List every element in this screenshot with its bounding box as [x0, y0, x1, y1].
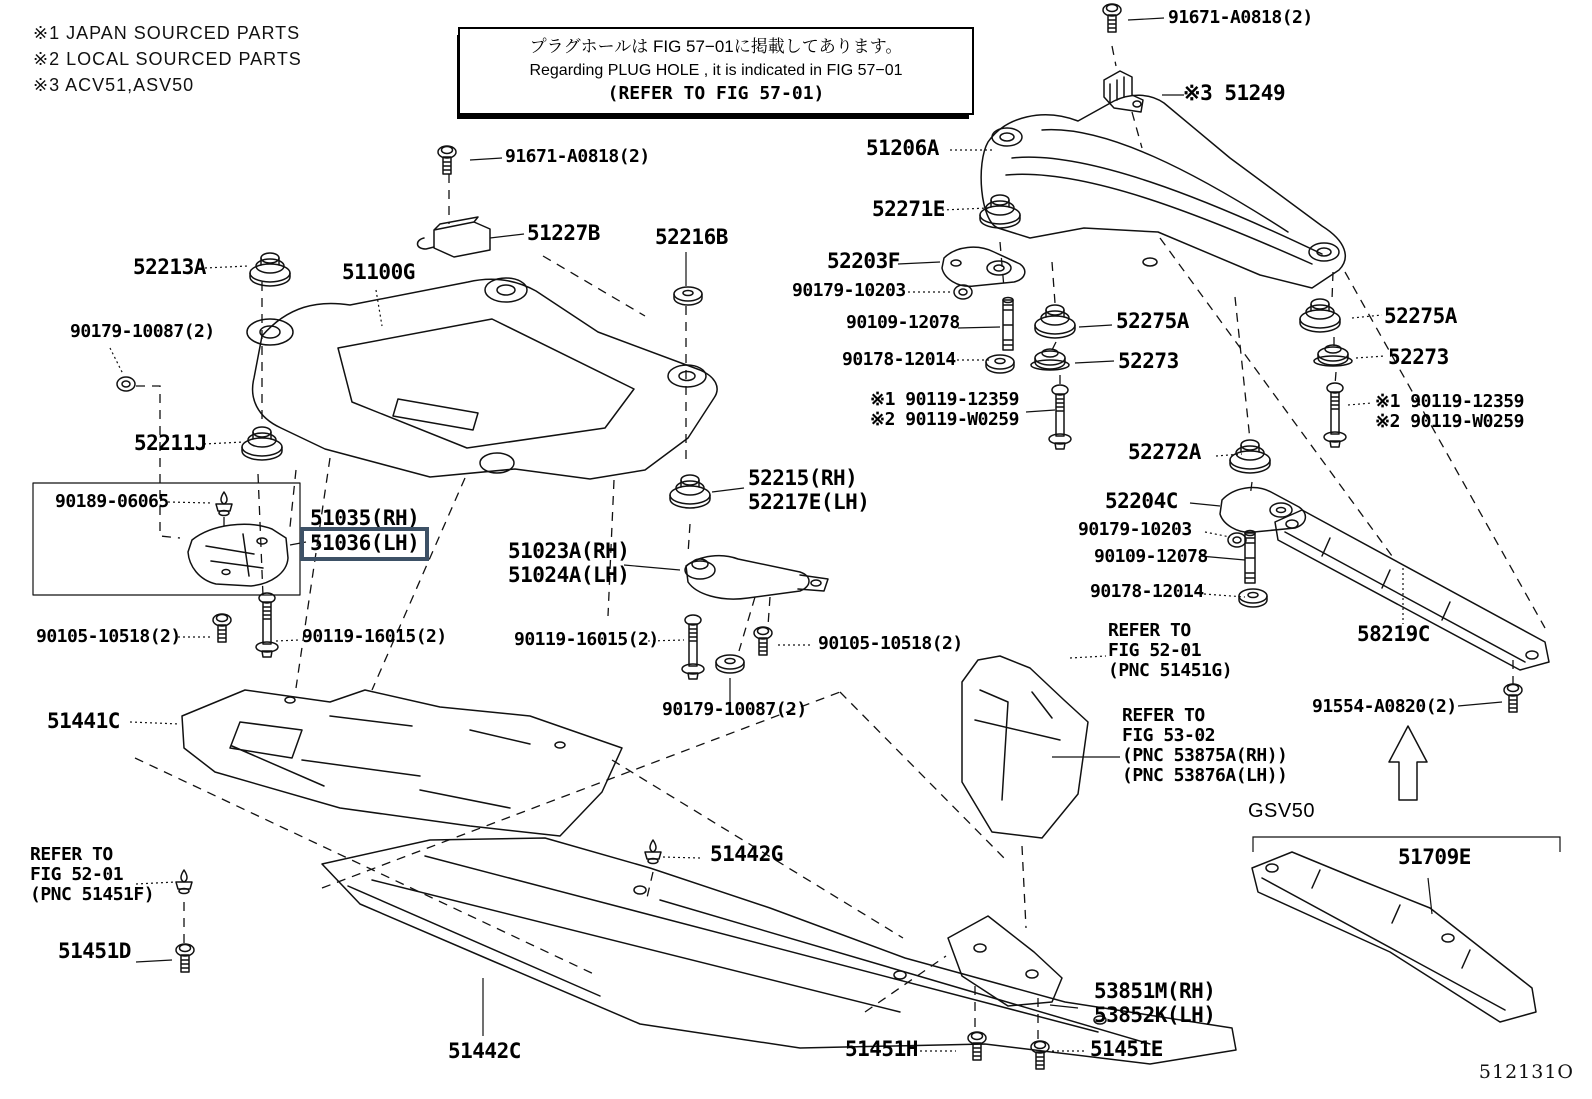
part-label-52215[interactable]: 52215(RH) 52217E(LH) [748, 466, 870, 514]
part-label-51451e[interactable]: 51451E [1090, 1037, 1163, 1061]
part-label-51023a[interactable]: 51023A(RH) 51024A(LH) [508, 539, 630, 587]
part-label-90119-left[interactable]: ※1 90119-12359 ※2 90119-W0259 [870, 389, 1019, 431]
part-label-51227b[interactable]: 51227B [527, 221, 600, 245]
part-label-refer-fig53: REFER TO FIG 53-02 (PNC 53875A(RH)) (PNC 53876A(LH)) [1122, 705, 1288, 787]
part-label-52216b[interactable]: 52216B [655, 225, 728, 249]
part-label-90119-16015-left[interactable]: 90119-16015(2) [302, 626, 447, 647]
part-label-52275a-right[interactable]: 52275A [1384, 304, 1457, 328]
part-label-52273-right[interactable]: 52273 [1388, 345, 1449, 369]
part-label-90105-10518-right[interactable]: 90105-10518(2) [818, 633, 963, 654]
part-label-90178-12014-lower[interactable]: 90178-12014 [1090, 581, 1204, 602]
part-label-91671-a0818-center[interactable]: 91671-A0818(2) [505, 146, 650, 167]
part-label-90179-10203-lower[interactable]: 90179-10203 [1078, 519, 1192, 540]
part-label-52211j[interactable]: 52211J [134, 431, 207, 455]
part-label-52204c[interactable]: 52204C [1105, 489, 1178, 513]
part-label-52275a-mid[interactable]: 52275A [1116, 309, 1189, 333]
part-label-refer-fig52-right: REFER TO FIG 52-01 (PNC 51451G) [1108, 620, 1233, 682]
part-label-58219c[interactable]: 58219C [1357, 622, 1430, 646]
part-label-52213a[interactable]: 52213A [133, 255, 206, 279]
part-label-90179-10087-bottom[interactable]: 90179-10087(2) [662, 699, 807, 720]
part-label-51709e[interactable]: 51709E [1398, 845, 1471, 869]
part-label-gsv50: GSV50 [1248, 800, 1315, 822]
part-label-90179-10203-upper[interactable]: 90179-10203 [792, 280, 906, 301]
info-box-japanese-text: プラグホールは FIG 57−01に掲載してあります。 [529, 37, 903, 56]
info-box-english-text: Regarding PLUG HOLE , it is indicated in FIG 57−01 [529, 61, 903, 79]
part-label-52271e[interactable]: 52271E [872, 197, 945, 221]
legend-note-2: ※2 LOCAL SOURCED PARTS [33, 49, 302, 70]
part-label-90109-12078-upper[interactable]: 90109-12078 [846, 312, 960, 333]
part-label-51441c[interactable]: 51441C [47, 709, 120, 733]
part-label-91554-a0820[interactable]: 91554-A0820(2) [1312, 696, 1457, 717]
part-label-90189-06065[interactable]: 90189-06065 [55, 491, 169, 512]
legend-notes [33, 20, 302, 98]
part-label-52272a[interactable]: 52272A [1128, 440, 1201, 464]
part-label-51451d[interactable]: 51451D [58, 939, 131, 963]
part-label-51442g[interactable]: 51442G [710, 842, 783, 866]
legend-note-3: ※3 ACV51,ASV50 [33, 75, 195, 96]
part-label-51451h[interactable]: 51451H [845, 1037, 918, 1061]
part-label-51100g[interactable]: 51100G [342, 260, 415, 284]
part-label-52203f[interactable]: 52203F [827, 249, 900, 273]
part-label-51442c[interactable]: 51442C [448, 1039, 521, 1063]
figure-code: 512131O [1478, 1061, 1574, 1083]
part-label-90109-12078-lower[interactable]: 90109-12078 [1094, 546, 1208, 567]
plug-hole-info-box [458, 27, 974, 115]
part-label-91671-a0818-top-right[interactable]: 91671-A0818(2) [1168, 7, 1313, 28]
part-label-52273-mid[interactable]: 52273 [1118, 349, 1179, 373]
part-label-51035-rh[interactable]: 51035(RH) [310, 506, 420, 530]
part-label-51036-lh[interactable]: 51036(LH) [300, 527, 429, 561]
part-label-90119-16015-center[interactable]: 90119-16015(2) [514, 629, 659, 650]
part-label-51206a[interactable]: 51206A [866, 136, 939, 160]
info-box-refer-text: (REFER TO FIG 57-01) [607, 82, 825, 104]
part-label-90179-10087-left[interactable]: 90179-10087(2) [70, 321, 215, 342]
part-label-90105-10518-left[interactable]: 90105-10518(2) [36, 626, 181, 647]
part-label-53851m[interactable]: 53851M(RH) 53852K(LH) [1094, 979, 1216, 1027]
part-label-90178-12014-upper[interactable]: 90178-12014 [842, 349, 956, 370]
part-label-refer-fig52-left: REFER TO FIG 52-01 (PNC 51451F) [30, 844, 155, 906]
legend-note-1: ※1 JAPAN SOURCED PARTS [33, 23, 301, 43]
part-label-51249[interactable]: ※3 51249 [1183, 81, 1286, 105]
part-label-90119-right[interactable]: ※1 90119-12359 ※2 90119-W0259 [1375, 391, 1524, 433]
